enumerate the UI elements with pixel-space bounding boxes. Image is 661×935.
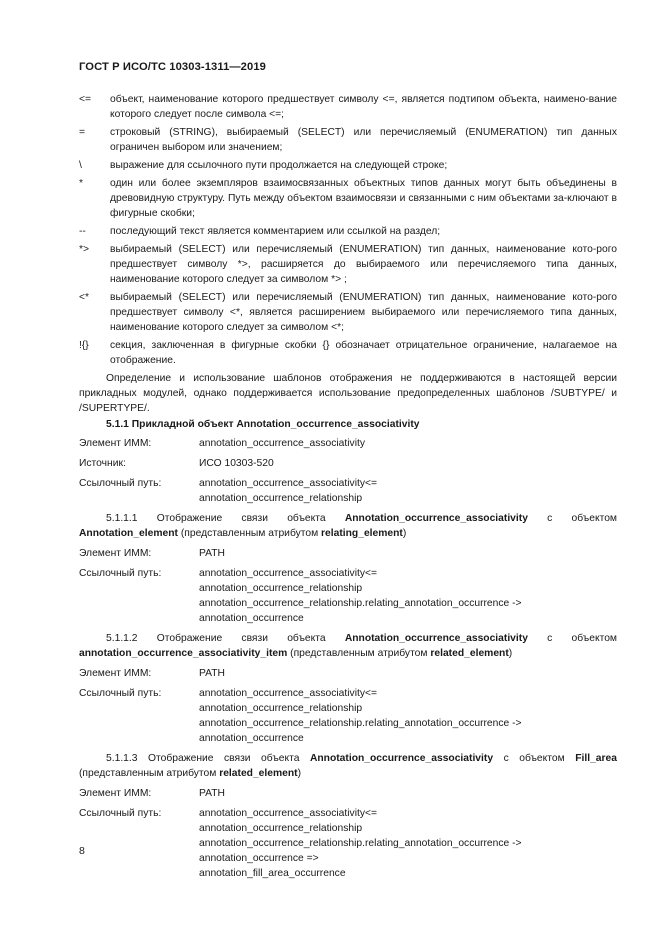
- subsection-number: 5.1.1.1: [106, 513, 138, 524]
- notation-symbol: <*: [79, 292, 90, 303]
- field-value-line: annotation_occurrence_relationship: [199, 493, 363, 504]
- field-label: Ссылочный путь:: [79, 478, 162, 489]
- field-value-line: PATH: [199, 668, 225, 679]
- field-row: [79, 666, 617, 681]
- subsection-source-entity: Annotation_occurrence_associativity: [344, 633, 528, 644]
- field-label: Ссылочный путь:: [79, 688, 162, 699]
- subsection-text: (представленным атрибутом: [177, 528, 322, 539]
- notation-row: [79, 158, 617, 173]
- field-row: [79, 546, 617, 561]
- field-row: [79, 686, 617, 746]
- subsection-attribute: related_element: [430, 648, 509, 659]
- subsection-attribute: related_element: [219, 768, 298, 779]
- field-row: [79, 476, 617, 506]
- subsection-target-entity: Annotation_element: [79, 528, 178, 539]
- notation-symbol: *: [79, 178, 84, 189]
- subsection-source-entity: Annotation_occurrence_associativity: [344, 513, 528, 524]
- notation-symbol: \: [79, 160, 82, 171]
- field-label: Ссылочный путь:: [79, 568, 162, 579]
- subsection-attribute: relating_element: [321, 528, 403, 539]
- field-value-line: annotation_occurrence_relationship.relating_annotation_occurrence ->: [199, 598, 522, 609]
- field-values: [199, 666, 617, 681]
- section-fields: [79, 436, 617, 506]
- notation-definition: выбираемый (SELECT) или перечисляемый (ENUMERATION) тип данных, наименование кото-рого предшествует символу <*, является расширением выбираемого или перечисляемого типа данных, наименование которого следует за символом <*;: [110, 292, 617, 333]
- subsection-text: (представленным атрибутом: [287, 648, 431, 659]
- subsection-number: 5.1.1.3: [106, 753, 138, 764]
- field-value-line: annotation_occurrence_associativity<=: [199, 808, 378, 819]
- field-values: [199, 436, 617, 451]
- field-row: [79, 806, 617, 881]
- notation-row: [79, 125, 617, 155]
- subsection-text: ): [402, 528, 407, 539]
- field-values: [199, 786, 617, 801]
- subsection-text: Отображение связи объекта: [148, 753, 310, 764]
- field-values: [199, 476, 617, 506]
- document-header: ГОСТ Р ИСО/ТС 10303-1311—2019: [79, 61, 266, 73]
- field-values: [199, 566, 617, 626]
- notation-row: [79, 224, 617, 239]
- field-value-line: annotation_occurrence =>: [199, 853, 319, 864]
- field-value-line: annotation_occurrence_relationship: [199, 823, 363, 834]
- subsection-text: Отображение связи объекта: [156, 633, 345, 644]
- subsection-heading: [79, 631, 617, 661]
- notation-row: [79, 290, 617, 335]
- notation-definition: один или более экземпляров взаимосвязанных объектных типов данных могут быть объединены в древовидную структуру. Путь между объектом взаимосвязи и связанными с ним объектами за-ключают в фигурные скобки;: [110, 178, 617, 219]
- field-values: [199, 456, 617, 471]
- subsection-number: 5.1.1.2: [106, 633, 138, 644]
- notation-symbol: *>: [79, 244, 90, 255]
- subsection-target-entity: Fill_area: [575, 753, 617, 764]
- notation-row: [79, 338, 617, 368]
- notation-list: [79, 92, 617, 368]
- field-label: Ссылочный путь:: [79, 808, 162, 819]
- document-body: [79, 92, 617, 886]
- field-row: [79, 456, 617, 471]
- field-value-line: PATH: [199, 548, 225, 559]
- subsection-heading: [79, 751, 617, 781]
- field-value-line: annotation_occurrence_relationship.relating_annotation_occurrence ->: [199, 838, 522, 849]
- subsection-text: с объектом: [527, 513, 617, 524]
- intro-paragraph: Определение и использование шаблонов отображения не поддерживаются в настоящей версии прикладных модулей, однако поддерживается использование предопределенных шаблонов /SUBTYPE/ и /SUPERTYPE/.: [79, 373, 617, 414]
- page-number: 8: [79, 845, 85, 857]
- field-values: [199, 546, 617, 561]
- field-label: Элемент ИММ:: [79, 788, 152, 799]
- notation-row: [79, 176, 617, 221]
- field-value-line: PATH: [199, 788, 225, 799]
- field-value-line: annotation_occurrence: [199, 733, 304, 744]
- field-value-line: annotation_occurrence_associativity<=: [199, 478, 378, 489]
- field-value-line: annotation_occurrence_relationship: [199, 583, 363, 594]
- field-label: Элемент ИММ:: [79, 438, 152, 449]
- field-row: [79, 566, 617, 626]
- subsections: [79, 511, 617, 881]
- field-value-line: annotation_occurrence_associativity<=: [199, 688, 378, 699]
- section-heading: 5.1.1 Прикладной объект Annotation_occurrence_associativity: [106, 419, 420, 430]
- subsection-text: ): [508, 648, 513, 659]
- field-values: [199, 806, 617, 881]
- notation-symbol: --: [79, 226, 86, 237]
- field-value-line: annotation_fill_area_occurrence: [199, 868, 346, 879]
- subsection-text: с объектом: [493, 753, 576, 764]
- field-label: Элемент ИММ:: [79, 668, 152, 679]
- field-value-line: annotation_occurrence_relationship: [199, 703, 363, 714]
- subsection-text: с объектом: [527, 633, 617, 644]
- subsection-text: Отображение связи объекта: [156, 513, 345, 524]
- subsection-text: (представленным атрибутом: [79, 768, 220, 779]
- notation-definition: выражение для ссылочного пути продолжается на следующей строке;: [110, 160, 448, 171]
- field-value-line: annotation_occurrence_associativity<=: [199, 568, 378, 579]
- subsection-text: ): [297, 768, 302, 779]
- field-row: [79, 786, 617, 801]
- notation-definition: секция, заключенная в фигурные скобки {} обозначает отрицательное ограничение, налагаемое на отображение.: [110, 340, 617, 366]
- field-value-line: annotation_occurrence_associativity: [199, 438, 365, 449]
- field-values: [199, 686, 617, 746]
- field-value-line: ИСО 10303-520: [199, 458, 274, 469]
- notation-symbol: =: [79, 127, 86, 138]
- field-label: Элемент ИММ:: [79, 548, 152, 559]
- subsection-heading: [79, 511, 617, 541]
- notation-row: [79, 92, 617, 122]
- field-value-line: annotation_occurrence_relationship.relating_annotation_occurrence ->: [199, 718, 522, 729]
- subsection-target-entity: annotation_occurrence_associativity_item: [79, 648, 288, 659]
- notation-definition: строковый (STRING), выбираемый (SELECT) или перечисляемый (ENUMERATION) тип данных ограничен выбором или значением;: [110, 127, 617, 153]
- field-row: [79, 436, 617, 451]
- subsection-source-entity: Annotation_occurrence_associativity: [309, 753, 494, 764]
- field-label: Источник:: [79, 458, 126, 469]
- notation-row: [79, 242, 617, 287]
- field-value-line: annotation_occurrence: [199, 613, 304, 624]
- notation-definition: последующий текст является комментарием или ссылкой на раздел;: [110, 226, 441, 237]
- notation-symbol: <=: [79, 94, 92, 105]
- notation-symbol: !{}: [79, 340, 89, 351]
- notation-definition: выбираемый (SELECT) или перечисляемый (ENUMERATION) тип данных, наименование кото-рого предшествует символу *>, расширяется до выбираемого или перечисляемого типа данных, наименование которого следует за символом *> ;: [110, 244, 617, 285]
- notation-definition: объект, наименование которого предшествует символу <=, является подтипом объекта, наимено-вание которого следует после символа <=;: [110, 94, 617, 120]
